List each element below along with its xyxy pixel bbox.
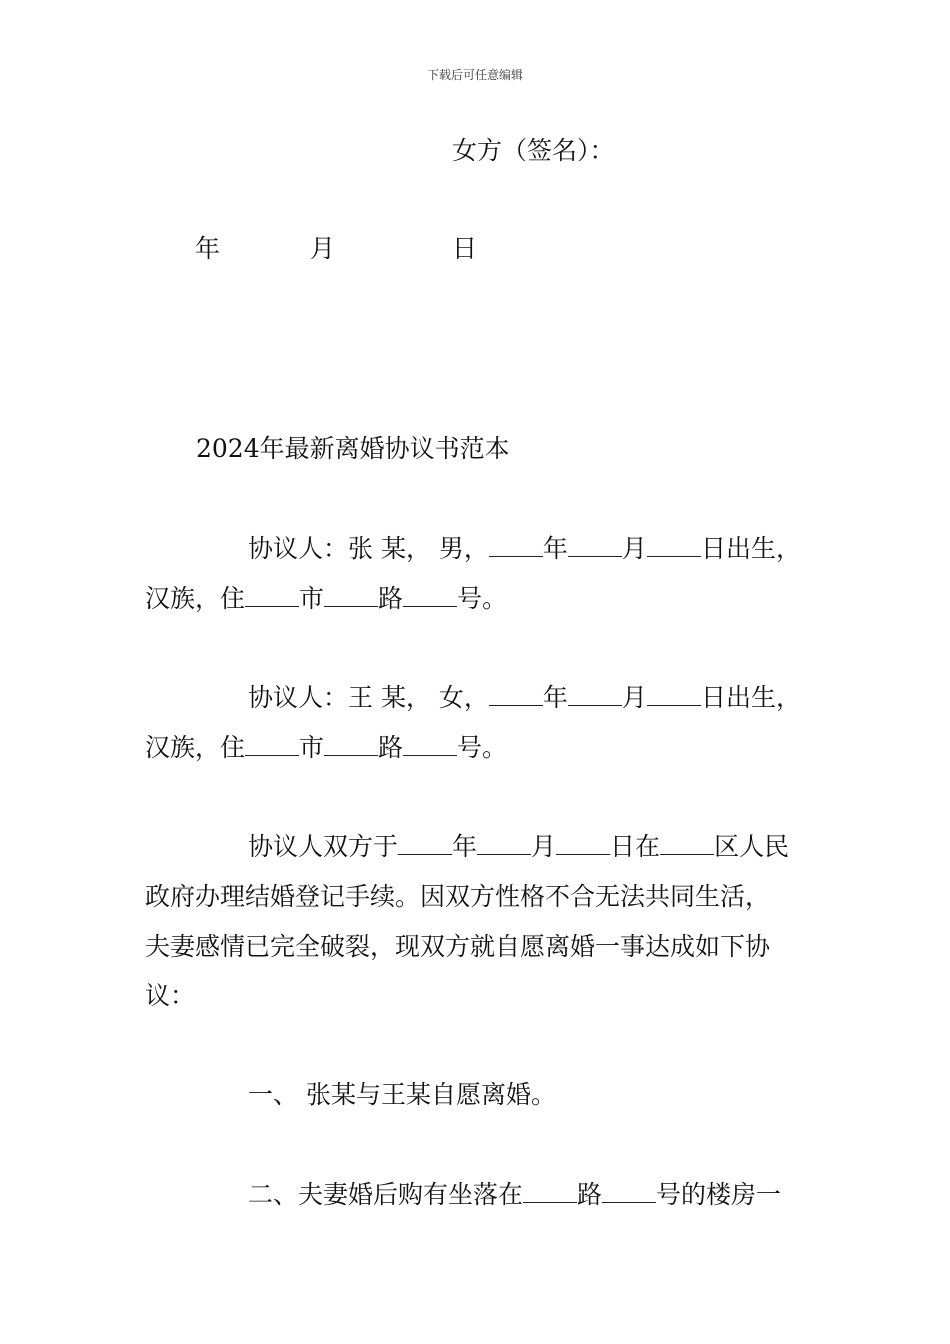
clause-two-intro: 二、夫妻婚后购有坐落在: [248, 1180, 524, 1209]
marriage-line1: [248, 832, 789, 862]
month-text: 月: [531, 832, 557, 861]
blank-field: [568, 683, 622, 706]
ethnicity-address: 汉族，住: [145, 584, 246, 613]
marriage-line2: 政府办理结婚登记手续。因双方性格不合无法共同生活，: [145, 882, 771, 911]
day-text: 日在: [610, 832, 661, 861]
clause-one: 一、 张某与王某自愿离婚。: [248, 1080, 556, 1109]
party1-line2: [145, 584, 507, 614]
city-text: 市: [299, 584, 325, 613]
born-text: 日出生，: [700, 683, 801, 712]
number-text: 号。: [457, 584, 508, 613]
blank-field: [647, 683, 701, 706]
blank-field: [324, 733, 378, 756]
road-text: 路: [577, 1180, 603, 1209]
city-text: 市: [299, 733, 325, 762]
month-text: 月: [621, 683, 647, 712]
download-note: 下载后可任意编辑: [426, 68, 523, 82]
marriage-intro: 协议人双方于: [248, 832, 399, 861]
female-signature-label: 女方（签名）：: [452, 136, 615, 165]
date-day-label: 日: [452, 234, 478, 263]
blank-field: [403, 584, 457, 607]
blank-field: [523, 1180, 577, 1203]
date-month-label: 月: [310, 234, 336, 263]
number-text: 号。: [457, 733, 508, 762]
party2-intro: 协议人：王 某， 女，: [248, 683, 489, 712]
district-text: 区人民: [714, 832, 790, 861]
month-text: 月: [621, 534, 647, 563]
blank-field: [556, 832, 610, 855]
ethnicity-address: 汉族，住: [145, 733, 246, 762]
blank-field: [602, 1180, 656, 1203]
blank-field: [489, 534, 543, 557]
marriage-line3: 夫妻感情已完全破裂，现双方就自愿离婚一事达成如下协: [145, 932, 771, 961]
year-text: 年: [542, 683, 568, 712]
party2-line2: [145, 733, 507, 763]
road-text: 路: [378, 733, 404, 762]
blank-field: [477, 832, 531, 855]
party1-intro: 协议人：张 某， 男，: [248, 534, 489, 563]
blank-field: [324, 584, 378, 607]
blank-field: [568, 534, 622, 557]
blank-field: [398, 832, 452, 855]
clause-two-tail: 号的楼房一: [656, 1180, 782, 1209]
blank-field: [245, 584, 299, 607]
date-year-label: 年: [195, 234, 221, 263]
document-title: 2024年最新离婚协议书范本: [196, 434, 510, 463]
party2-line1: [248, 683, 801, 713]
year-text: 年: [452, 832, 478, 861]
blank-field: [245, 733, 299, 756]
marriage-line4: 议：: [145, 981, 196, 1010]
clause-two: [248, 1180, 781, 1210]
born-text: 日出生，: [700, 534, 801, 563]
blank-field: [489, 683, 543, 706]
party1-line1: [248, 534, 801, 564]
year-text: 年: [542, 534, 568, 563]
blank-field: [660, 832, 714, 855]
blank-field: [647, 534, 701, 557]
blank-field: [403, 733, 457, 756]
road-text: 路: [378, 584, 404, 613]
